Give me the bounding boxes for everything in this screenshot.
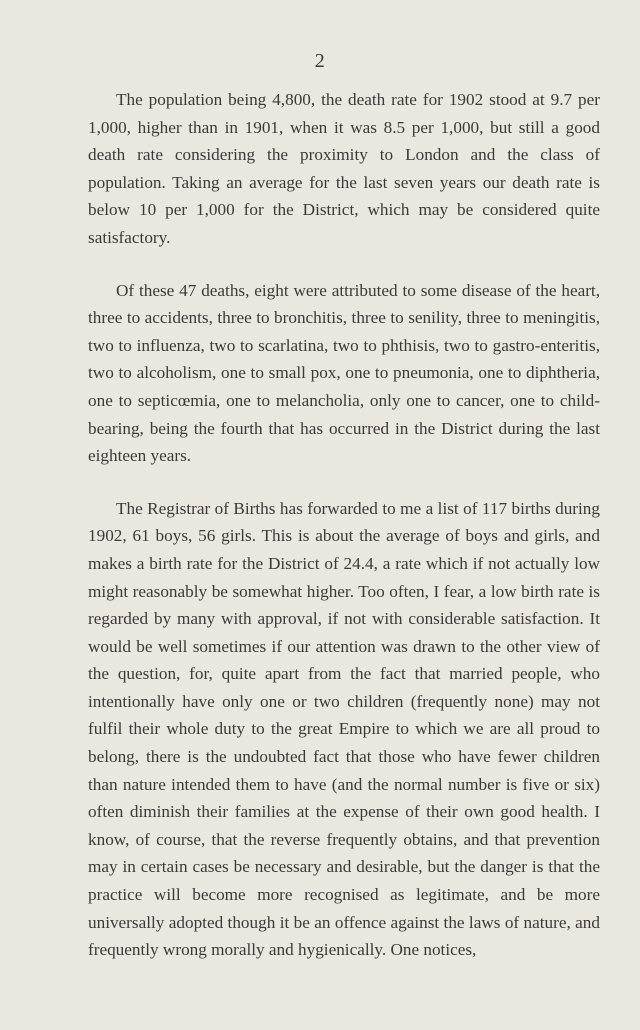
paragraph-death-rate: The population being 4,800, the death rate for 1902 stood at 9.7 per 1,000, higher than in 1901, when it was 8.5 per 1,000, but still a good death rate considering the proximity to London and the class of population. Taking an average for the last seven years our death rate is below 10 per 1,000 for the District, which may be considered quite satisfactory. [88, 90, 600, 247]
page-number: 2 [314, 50, 326, 72]
paragraph-births: The Registrar of Births has forwarded to me a list of 117 births during 1902, 61 boys, 56 girls. This is about the average of boys and girls, and makes a birth rate for the District of 24.4, a rate which if not actually low might reasonably be somewhat higher. Too often, I fear, a low birth rate is regarded by many with approval, if not with considerable satisfaction. It would be well sometimes if our attention was drawn to the other view of the question, for, quite apart from the fact that married people, who intentionally have only one or two children (frequently none) may not fulfil their whole duty to the great Empire to which we are all proud to belong, there is the undoubted fact that those who have fewer children than nature intended them to have (and the normal number is five or six) often diminish their families at the expense of their own good health. I know, of course, that the reverse frequently obtains, and that prevention may in certain cases be necessary and desirable, but the danger is that the practice will become more recognised as legitimate, and be more universally adopted though it be an offence against the laws of nature, and frequently wrong morally and hygienically. One notices, [88, 498, 600, 960]
paragraph-causes-of-death: Of these 47 deaths, eight were attributed to some disease of the heart, three to accidents, three to bronchitis, three to senility, three to meningitis, two to influenza, two to scarlatina, two to phthisis, two to gastro-enteritis, two to alcoholism, one to small pox, one to pneumonia, one to diphtheria, one to septicœmia, one to melancholia, only one to cancer, one to child-bearing, being the fourth that has occurred in the District during the last eighteen years. [88, 280, 600, 466]
body-text [88, 86, 600, 964]
